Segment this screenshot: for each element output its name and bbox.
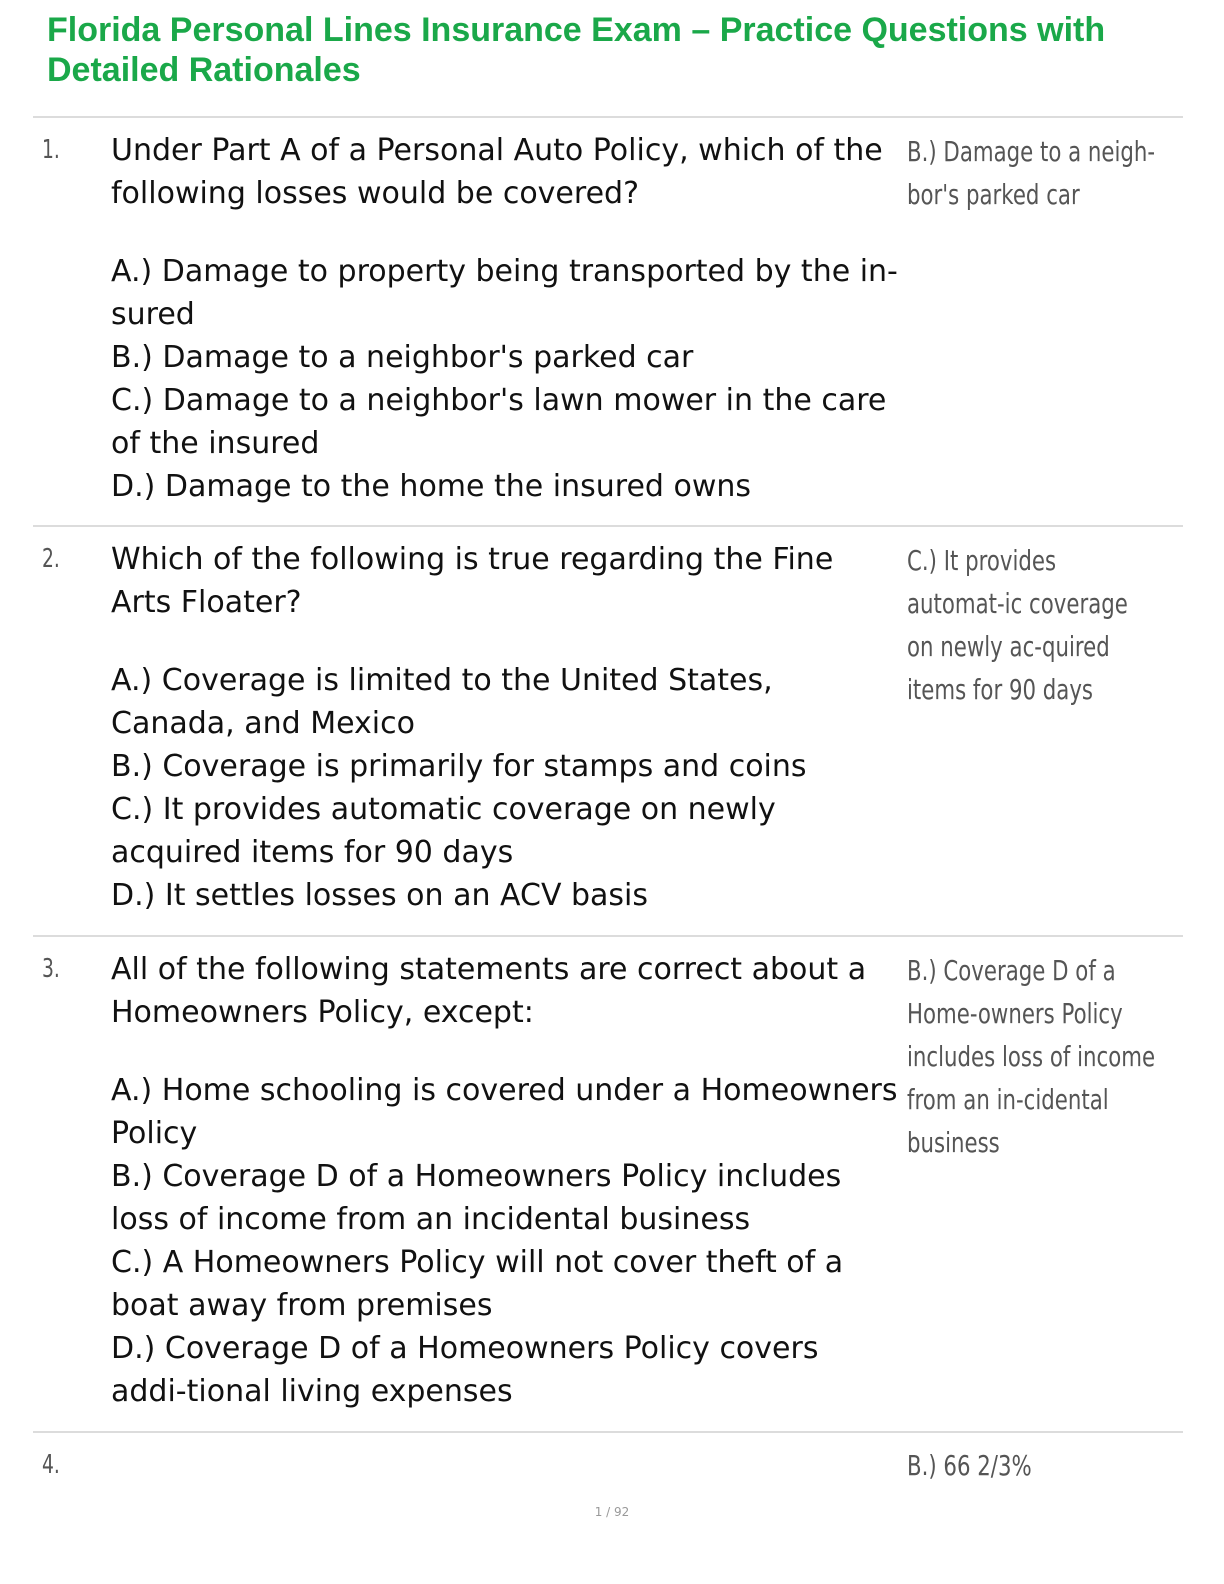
correct-answer-text: C.) It provides automat-ic coverage on newly ac-quired items for 90 days (907, 544, 1128, 706)
answer-option: B.) Coverage is primarily for stamps and coins (111, 749, 807, 784)
question-block (111, 948, 901, 1413)
correct-answer-text: B.) 66 2/3% (907, 1449, 1032, 1482)
answer-option: A.) Coverage is limited to the United States, Canada, and Mexico (111, 663, 773, 741)
divider (33, 935, 1183, 937)
question-text: Under Part A of a Personal Auto Policy, which of the following losses would be covered? (111, 133, 883, 211)
page-indicator: 1 / 92 (594, 1505, 630, 1519)
answer-option: B.) Coverage D of a Homeowners Policy includes loss of income from an incidental business (111, 1159, 842, 1237)
question-number: 2. (42, 544, 60, 574)
question-text: All of the following statements are correct about a Homeowners Policy, except: (111, 952, 867, 1030)
divider (33, 525, 1183, 527)
answer-option: D.) Damage to the home the insured owns (111, 469, 752, 504)
answer-option: D.) It settles losses on an ACV basis (111, 878, 649, 913)
question-number: 3. (42, 954, 60, 984)
document-title: Florida Personal Lines Insurance Exam – Practice Questions with Detailed Rationales (47, 11, 1106, 89)
correct-answer-text: B.) Damage to a neigh-bor's parked car (907, 135, 1156, 211)
correct-answer (907, 539, 1139, 711)
answer-option: B.) Damage to a neighbor's parked car (111, 340, 694, 375)
answer-option: C.) A Homeowners Policy will not cover theft of a boat away from premises (111, 1245, 844, 1323)
answer-option: A.) Damage to property being transported by the in-sured (111, 254, 898, 332)
answer-option: D.) Coverage D of a Homeowners Policy covers addi-tional living expenses (111, 1331, 819, 1409)
question-block (111, 538, 901, 917)
question-text: Which of the following is true regarding the Fine Arts Floater? (111, 542, 834, 620)
question-block (111, 129, 901, 508)
answer-option: A.) Home schooling is covered under a Homeowners Policy (111, 1073, 898, 1151)
question-number: 4. (42, 1450, 60, 1480)
divider (33, 116, 1183, 118)
correct-answer-text: B.) Coverage D of a Home-owners Policy includes loss of income from an in-cidental business (907, 954, 1156, 1159)
divider (33, 1431, 1183, 1433)
correct-answer (907, 130, 1156, 216)
answer-option: C.) Damage to a neighbor's lawn mower in the care of the insured (111, 383, 887, 461)
question-number: 1. (42, 135, 60, 165)
correct-answer (907, 949, 1156, 1164)
answer-option: C.) It provides automatic coverage on newly acquired items for 90 days (111, 792, 776, 870)
correct-answer (907, 1444, 1139, 1487)
